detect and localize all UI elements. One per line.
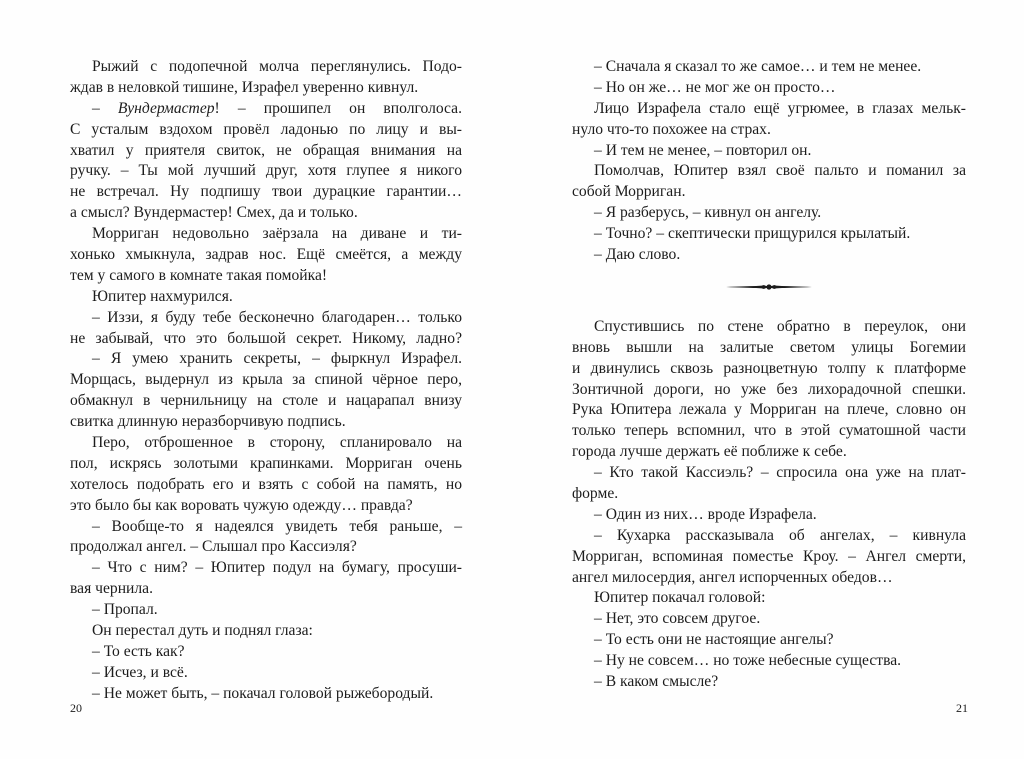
section-break	[572, 272, 966, 302]
text-line: вновь вышли на залитые светом улицы Богемии	[572, 338, 966, 356]
text-line: хонько хмыкнула, задрав нос. Ещё смеётся, а между	[70, 246, 462, 264]
text-line: только теперь вспомнил, что в этой суматошной части	[572, 422, 966, 440]
page-number-left: 20	[70, 701, 82, 715]
text-line: тем у самого в комнате такая помойка!	[70, 266, 328, 284]
text-line: Морриган недовольно заёрзала на диване и ти-	[92, 225, 462, 243]
text-line: Перо, отброшенное в сторону, спланировало на	[92, 434, 462, 452]
right-section-two	[572, 317, 966, 693]
italic-word: Вундермастер	[117, 99, 215, 117]
text-line: хотелось подобрать его и взять с собой на память, но	[70, 475, 462, 493]
right-page-text	[572, 57, 966, 693]
right-section-one	[572, 57, 966, 266]
text-line: ждав в неловкой тишине, Израфел уверенно кивнул.	[70, 78, 419, 96]
text-line: – То есть как?	[92, 642, 185, 660]
text-line: города лучше держать её поближе к себе.	[572, 443, 847, 461]
text-line: – То есть они не настоящие ангелы?	[594, 631, 834, 649]
text-line: не забывай, что это большой секрет. Никому, ладно?	[70, 329, 462, 347]
text-line: – И тем не менее, – повторил он.	[594, 141, 812, 159]
text-line: – Один из них… вроде Израфела.	[594, 505, 817, 523]
text-line: С усталым вздохом провёл ладонью по лицу и вы-	[70, 120, 462, 138]
text-line: – Я умею хранить секреты, – фыркнул Израфел.	[92, 350, 462, 368]
text-line: – Сначала я сказал то же самое… и тем не менее.	[594, 58, 922, 75]
text-line	[70, 99, 462, 120]
text-line: – Даю слово.	[594, 246, 681, 264]
text-line: – Не может быть, – покачал головой рыжебородый.	[92, 684, 434, 702]
text-line: ручку. – Ты мой лучший друг, хотя глупее я никого	[70, 162, 462, 180]
text-line: – Кухарка рассказывала об ангелах, – кивнула	[594, 526, 966, 544]
text-line: – Я разберусь, – кивнул он ангелу.	[594, 204, 822, 222]
text-line: собой Морриган.	[572, 183, 686, 201]
text-line: – Но он же… не мог же он просто…	[594, 78, 836, 96]
page-number-right: 21	[956, 701, 968, 715]
text-line: нуло что-то похожее на страх.	[572, 120, 771, 138]
text-line: обмакнул в чернильницу на столе и нацарапал внизу	[70, 392, 462, 410]
text-line: и двинулись сквозь разноцветную толпу к платформе	[572, 359, 966, 377]
text-line: хватил у приятеля свиток, не обращая внимания на	[70, 141, 462, 159]
text-run: –	[92, 99, 118, 117]
text-line: – Нет, это совсем другое.	[594, 610, 761, 628]
text-line: Помолчав, Юпитер взял своё пальто и поманил за	[594, 162, 966, 180]
text-line: Зонтичной дороги, но уже без лихорадочной спешки.	[572, 380, 966, 398]
text-line: Морщась, выдернул из крыла за спиной чёрное перо,	[70, 371, 462, 389]
text-run: ! – прошипел он вполголоса.	[214, 99, 462, 117]
text-line: а смысл? Вундермастер! Смех, да и только.	[70, 204, 358, 222]
text-line: вая чернила.	[70, 580, 154, 598]
text-line: свитка длинную неразборчивую подпись.	[70, 413, 346, 431]
text-line: Рука Юпитера лежала у Морриган на плече, словно он	[572, 401, 966, 419]
text-line: пол, искрясь золотыми крапинками. Морриган очень	[70, 454, 462, 472]
text-line: Спустившись по стене обратно в переулок, они	[594, 317, 966, 335]
text-line: Юпитер нахмурился.	[92, 287, 233, 305]
text-line: Он перестал дуть и поднял глаза:	[92, 622, 313, 640]
text-line: Морриган, вспоминая поместье Кроу. – Ангел смерти,	[572, 547, 966, 565]
text-line: – Исчез, и всё.	[92, 663, 188, 681]
text-line: – Пропал.	[92, 601, 158, 619]
text-line: – В каком смысле?	[594, 673, 719, 691]
text-line: Рыжий с подопечной молча переглянулись. Подо-	[92, 58, 462, 75]
text-line: – Точно? – скептически прищурился крылатый.	[594, 225, 911, 243]
text-line: – Ну не совсем… но тоже небесные существа.	[594, 652, 902, 670]
text-line: – Вообще-то я надеялся увидеть тебя раньше, –	[92, 517, 462, 535]
section-break-flourish-icon	[724, 281, 814, 293]
text-line: Лицо Израфела стало ещё угрюмее, в глазах мельк-	[594, 99, 966, 117]
left-page-text	[70, 57, 462, 705]
text-line: – Иззи, я буду тебе бесконечно благодарен… только	[92, 308, 462, 326]
text-line: это было бы как воровать чужую одежду… правда?	[70, 496, 413, 514]
text-line: – Что с ним? – Юпитер подул на бумагу, просуши-	[92, 559, 462, 577]
text-line: ангел милосердия, ангел испорченных обедов…	[572, 568, 893, 586]
text-line: Юпитер покачал головой:	[594, 589, 766, 607]
text-line: – Кто такой Кассиэль? – спросила она уже на плат-	[594, 464, 966, 482]
text-line: продолжал ангел. – Слышал про Кассиэля?	[70, 538, 357, 556]
right-page	[512, 0, 1024, 759]
text-line: форме.	[572, 485, 619, 503]
text-line: не встречал. Ну подпишу твои дурацкие гарантии…	[70, 183, 462, 201]
